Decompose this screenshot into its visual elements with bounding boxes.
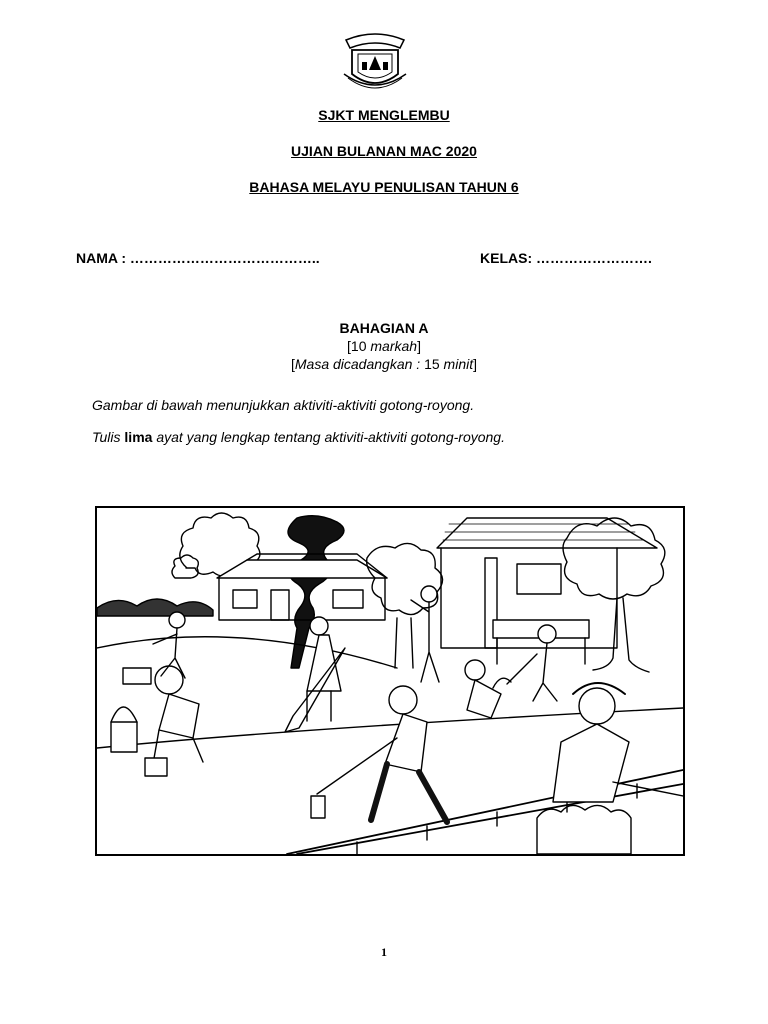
instruction-bold-word: lima [124, 429, 153, 445]
class-label: KELAS: [480, 250, 533, 266]
instruction-line-1: Gambar di bawah menunjukkan aktiviti-aktiviti gotong-royong. [92, 397, 475, 413]
exam-title: UJIAN BULANAN MAC 2020 [291, 143, 477, 159]
school-name: SJKT MENGLEMBU [318, 107, 450, 123]
class-dots: ……………………. [536, 250, 652, 266]
name-label: NAMA : [76, 250, 127, 266]
instruction-line-2 [92, 429, 505, 445]
name-dots: ………………………………….. [129, 250, 320, 266]
marks-word: markah [370, 338, 418, 354]
time-unit: minit [443, 356, 474, 372]
section-time: [Masa dicadangkan : 15 minit] [290, 356, 477, 372]
page-number: 1 [381, 945, 387, 959]
time-number: 15 [424, 356, 440, 372]
class-field[interactable] [480, 250, 652, 266]
gotong-royong-illustration [95, 506, 685, 856]
section-marks: [10 markah] [347, 338, 421, 354]
name-field[interactable] [76, 250, 320, 266]
subject-title: BAHASA MELAYU PENULISAN TAHUN 6 [249, 179, 519, 195]
section-title: BAHAGIAN A [339, 320, 429, 336]
time-label: Masa dicadangkan : [294, 356, 421, 372]
marks-number: 10 [350, 338, 367, 354]
school-logo [338, 26, 412, 96]
instruction-pre: Tulis [92, 429, 121, 445]
instruction-post: ayat yang lengkap tentang aktiviti-aktiviti gotong-royong. [156, 429, 505, 445]
